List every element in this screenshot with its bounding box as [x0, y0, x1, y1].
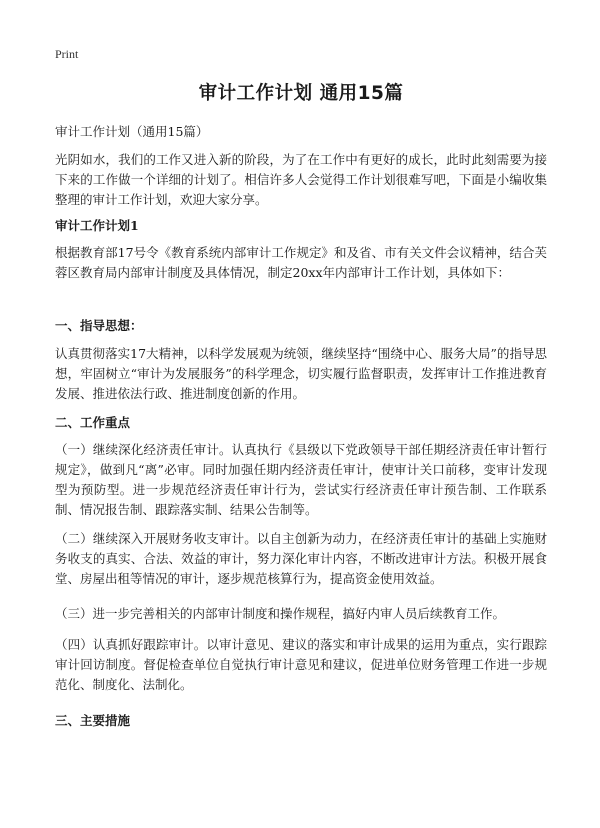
- intro-paragraph: 光阴如水，我们的工作又进入新的阶段，为了在工作中有更好的成长，此时此刻需要为接下来的工作做一个详细的计划了。相信许多人会觉得工作计划很难写吧，下面是小编收集整理的审计工作计划，欢迎大家分享。: [55, 152, 547, 207]
- guiding-ideology-paragraph: 认真贯彻落实17大精神，以科学发展观为统领，继续坚持“围绕中心、服务大局”的指导思想，牢固树立“审计为发展服务”的科学理念，切实履行监督职责，发挥审计工作推进教育发展、推进依法行政、推进制度创新的作用。: [55, 346, 547, 401]
- print-label: Print: [55, 47, 79, 61]
- heading-work-focus: 二、工作重点: [55, 415, 131, 430]
- document-title: 审计工作计划 通用15篇: [198, 83, 404, 104]
- section-1-title: 审计工作计划1: [55, 218, 139, 233]
- section-1-paragraph: 根据教育部17号令《教育系统内部审计工作规定》和及省、市有关文件会议精神，结合芙蓉区教育局内部审计制度及具体情况，制定20xx年内部审计工作计划，具体如下：: [55, 245, 547, 280]
- heading-guiding-ideology: 一、指导思想：: [55, 318, 143, 333]
- work-focus-point-2: （二）继续深入开展财务收支审计。以自主创新为动力，在经济责任审计的基础上实施财务收支的真实、合法、效益的审计，努力深化审计内容，不断改进审计方法。积极开展食堂、房屋出租等情况的审计，逐步规范核算行为，提高资金使用效益。: [55, 531, 547, 586]
- work-focus-point-4: （四）认真抓好跟踪审计。以审计意见、建议的落实和审计成果的运用为重点，实行跟踪审计回访制度。督促检查单位自觉执行审计意见和建议，促进单位财务管理工作进一步规范化、制度化、法制化。: [55, 637, 547, 692]
- heading-main-measures: 三、主要措施: [55, 713, 131, 728]
- work-focus-point-3: （三）进一步完善相关的内部审计制度和操作规程，搞好内审人员后续教育工作。: [55, 606, 506, 621]
- work-focus-point-1: （一）继续深化经济责任审计。认真执行《县级以下党政领导干部任期经济责任审计暂行规定》，做到凡“离”必审。同时加强任期内经济责任审计，使审计关口前移，变审计发现型为预防型。进一步规范经济责任审计行为，尝试实行经济责任审计预告制、工作联系制、情况报告制、跟踪落实制、结果公告制等。: [55, 442, 547, 517]
- document-subtitle: 审计工作计划（通用15篇）: [55, 124, 209, 139]
